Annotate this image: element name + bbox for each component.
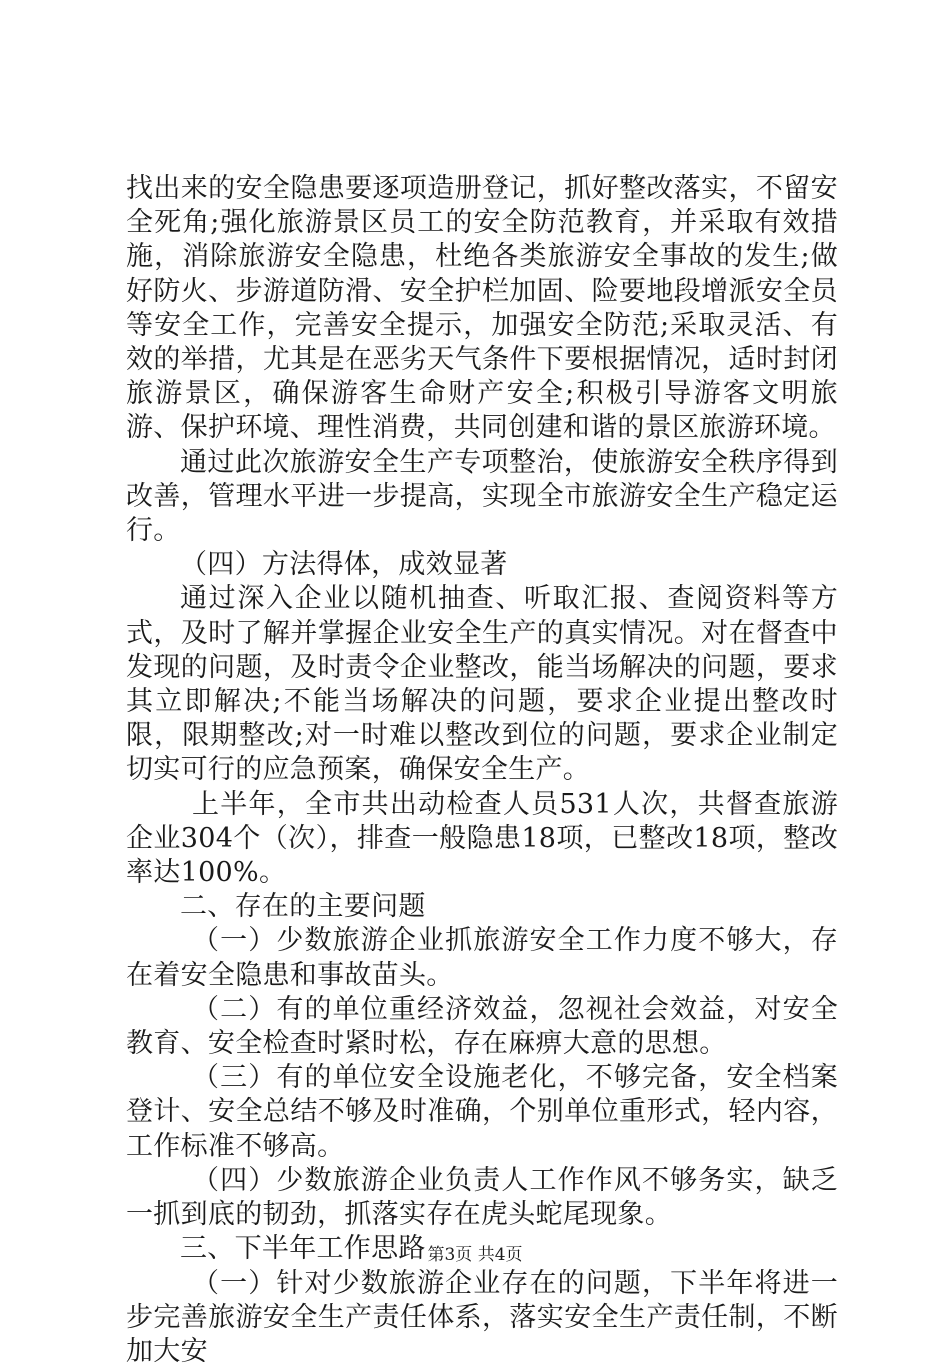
section-heading-problems: 二、存在的主要问题 [126, 890, 838, 924]
section-heading-plan: 三、下半年工作思路 [126, 1232, 838, 1266]
problem-item-4: （四）少数旅游企业负责人工作作风不够务实，缺乏一抓到底的韧劲，抓落实存在虎头蛇尾现象。 [126, 1164, 838, 1232]
paragraph-method: 通过深入企业以随机抽查、听取汇报、查阅资料等方式，及时了解并掌握企业安全生产的真实情况。对在督查中发现的问题，及时责令企业整改，能当场解决的问题，要求其立即解决;不能当场解决的问题，要求企业提出整改时限，限期整改;对一时难以整改到位的问题，要求企业制定切实可行的应急预案，确保安全生产。 [126, 582, 838, 787]
plan-item-1: （一）针对少数旅游企业存在的问题，下半年将进一步完善旅游安全生产责任体系，落实安全生产责任制，不断加大安 [126, 1267, 838, 1369]
problem-item-1: （一）少数旅游企业抓旅游安全工作力度不够大，存在着安全隐患和事故苗头。 [126, 924, 838, 992]
paragraph-continued: 找出来的安全隐患要逐项造册登记，抓好整改落实，不留安全死角;强化旅游景区员工的安全防范教育，并采取有效措施，消除旅游安全隐患，杜绝各类旅游安全事故的发生;做好防火、步游道防滑、安全护栏加固、险要地段增派安全员等安全工作，完善安全提示，加强安全防范;采取灵活、有效的举措，尤其是在恶劣天气条件下要根据情况，适时封闭旅游景区，确保游客生命财产安全;积极引导游客文明旅游、保护环境、理性消费，共同创建和谐的景区旅游环境。 [126, 172, 838, 446]
problem-item-3: （三）有的单位安全设施老化，不够完备，安全档案登计、安全总结不够及时准确，个别单位重形式，轻内容，工作标准不够高。 [126, 1061, 838, 1164]
problem-item-2: （二）有的单位重经济效益，忽视社会效益，对安全教育、安全检查时紧时松，存在麻痹大意的思想。 [126, 993, 838, 1061]
document-body [126, 172, 838, 1369]
section-heading-method: （四）方法得体，成效显著 [126, 548, 838, 582]
page-number-footer: 第3页 共4页 [0, 1240, 950, 1265]
paragraph-statistics: 上半年，全市共出动检查人员531人次，共督查旅游企业304个（次），排查一般隐患18项，已整改18项，整改率达100%。 [126, 788, 838, 891]
paragraph-summary: 通过此次旅游安全生产专项整治，使旅游安全秩序得到改善，管理水平进一步提高，实现全市旅游安全生产稳定运行。 [126, 446, 838, 549]
